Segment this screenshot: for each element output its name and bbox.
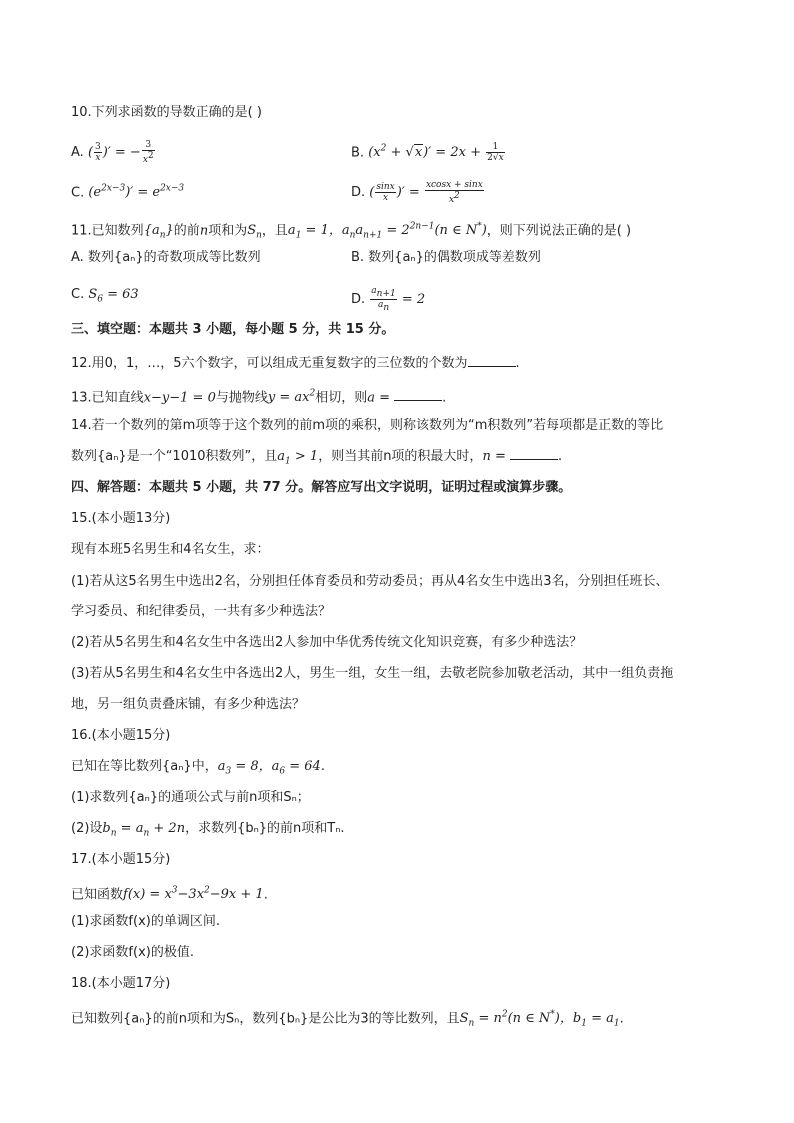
q16-title: 16.(本小题15分)	[71, 728, 171, 743]
q11-stem: 11.已知数列$\{a_n\}$的前n项和为$S_n$，且$a_1 = 1$，$a_na_{n+1} = 2^{2n-1}(n$ ∈ N*)，则下列说法正确的是( )	[71, 222, 632, 241]
q15-part1-line1: (1)若从这5名男生中选出2名，分别担任体育委员和劳动委员；再从4名女生中选出3名，分别担任班长、	[71, 574, 669, 589]
section-3-heading: 三、填空题：本题共 3 小题，每小题 5 分，共 15 分。	[71, 322, 395, 337]
q13: 13.已知直线x−y−1 = 0与抛物线$y = ax^2$相切，则a = .	[71, 389, 447, 406]
q15-part3-line1: (3)若从5名男生和4名女生中各选出2人，男生一组，女生一组，去敬老院参加敬老活动，其中一组负责拖	[71, 666, 674, 681]
answer-blank[interactable]	[394, 388, 442, 401]
q16-part2: (2)设$b_n = a_n + 2n$，求数列{bₙ}的前n项和Tₙ.	[71, 821, 345, 839]
q15-part3-line2: 地，另一组负责叠床铺，有多少种选法？	[71, 697, 306, 712]
q11-option-a[interactable]: A. 数列{aₙ}的奇数项成等比数列	[71, 250, 261, 265]
q17-title: 17.(本小题15分)	[71, 852, 171, 867]
q15-intro: 现有本班5名男生和4名女生，求：	[71, 542, 270, 557]
q17-part2: (2)求函数f(x)的极值.	[71, 945, 194, 960]
q10-option-a[interactable]: A. ( $\frac{3}{x}$ )′ = − $\frac{3}{x^2}$	[71, 140, 154, 165]
q15-title: 15.(本小题13分)	[71, 511, 171, 526]
q10-stem: 10.下列求函数的导数正确的是( )	[71, 105, 262, 120]
q18-intro: 已知数列{aₙ}的前n项和为Sₙ，数列{bₙ}是公比为3的等比数列，且$S_n = n^2(n$ ∈ N*)，$b_1 = a_1$.	[71, 1010, 624, 1029]
q11-option-d[interactable]: D. $\frac{a_{n+1}}{a_n}$ = 2	[351, 286, 426, 313]
q16-part1: (1)求数列{aₙ}的通项公式与前n项和Sₙ；	[71, 790, 310, 805]
q10-option-b[interactable]: B. $(x^2 + √x)' = 2x$ + $\frac{1}{2√x}$	[351, 142, 504, 164]
q14-line2: 数列{aₙ}是一个“1010积数列”，且$a_1 > 1$，则当其前n项的积最大时，n = .	[71, 449, 563, 467]
q10-option-c[interactable]: C. $(e^{2x-3})' = e^{2x-3}$	[71, 184, 185, 201]
q11-option-b[interactable]: B. 数列{aₙ}的偶数项成等差数列	[351, 250, 541, 265]
q17-intro: 已知函数$f(x) = x^3-3x^2-9x + 1$.	[71, 886, 268, 903]
q18-title: 18.(本小题17分)	[71, 976, 171, 991]
q15-part2: (2)若从5名男生和4名女生中各选出2人参加中华优秀传统文化知识竞赛，有多少种选法？	[71, 635, 583, 650]
q14-line1: 14.若一个数列的第m项等于这个数列的前m项的乘积，则称该数列为“m积数列”若每项都是正数的等比	[71, 418, 664, 433]
q17-part1: (1)求函数f(x)的单调区间.	[71, 914, 220, 929]
q10-option-d[interactable]: D. ( $\frac{\sin x}{x}$ )′ = $\frac{xcosx + \sin x}{x^2}$	[351, 180, 483, 205]
q11-option-c[interactable]: C. $S_6 = 63$	[71, 287, 139, 305]
answer-blank[interactable]	[468, 354, 516, 367]
q16-intro: 已知在等比数列{aₙ}中，$a_3 = 8$，$a_6 = 64$.	[71, 759, 325, 777]
q12: 12.用0，1，…，5六个数字，可以组成无重复数字的三位数的个数为 .	[71, 356, 520, 371]
answer-blank[interactable]	[510, 447, 558, 460]
section-4-heading: 四、解答题：本题共 5 小题，共 77 分。解答应写出文字说明，证明过程或演算步骤。	[71, 480, 572, 495]
q15-part1-line2: 学习委员、和纪律委员，一共有多少种选法？	[71, 604, 332, 619]
